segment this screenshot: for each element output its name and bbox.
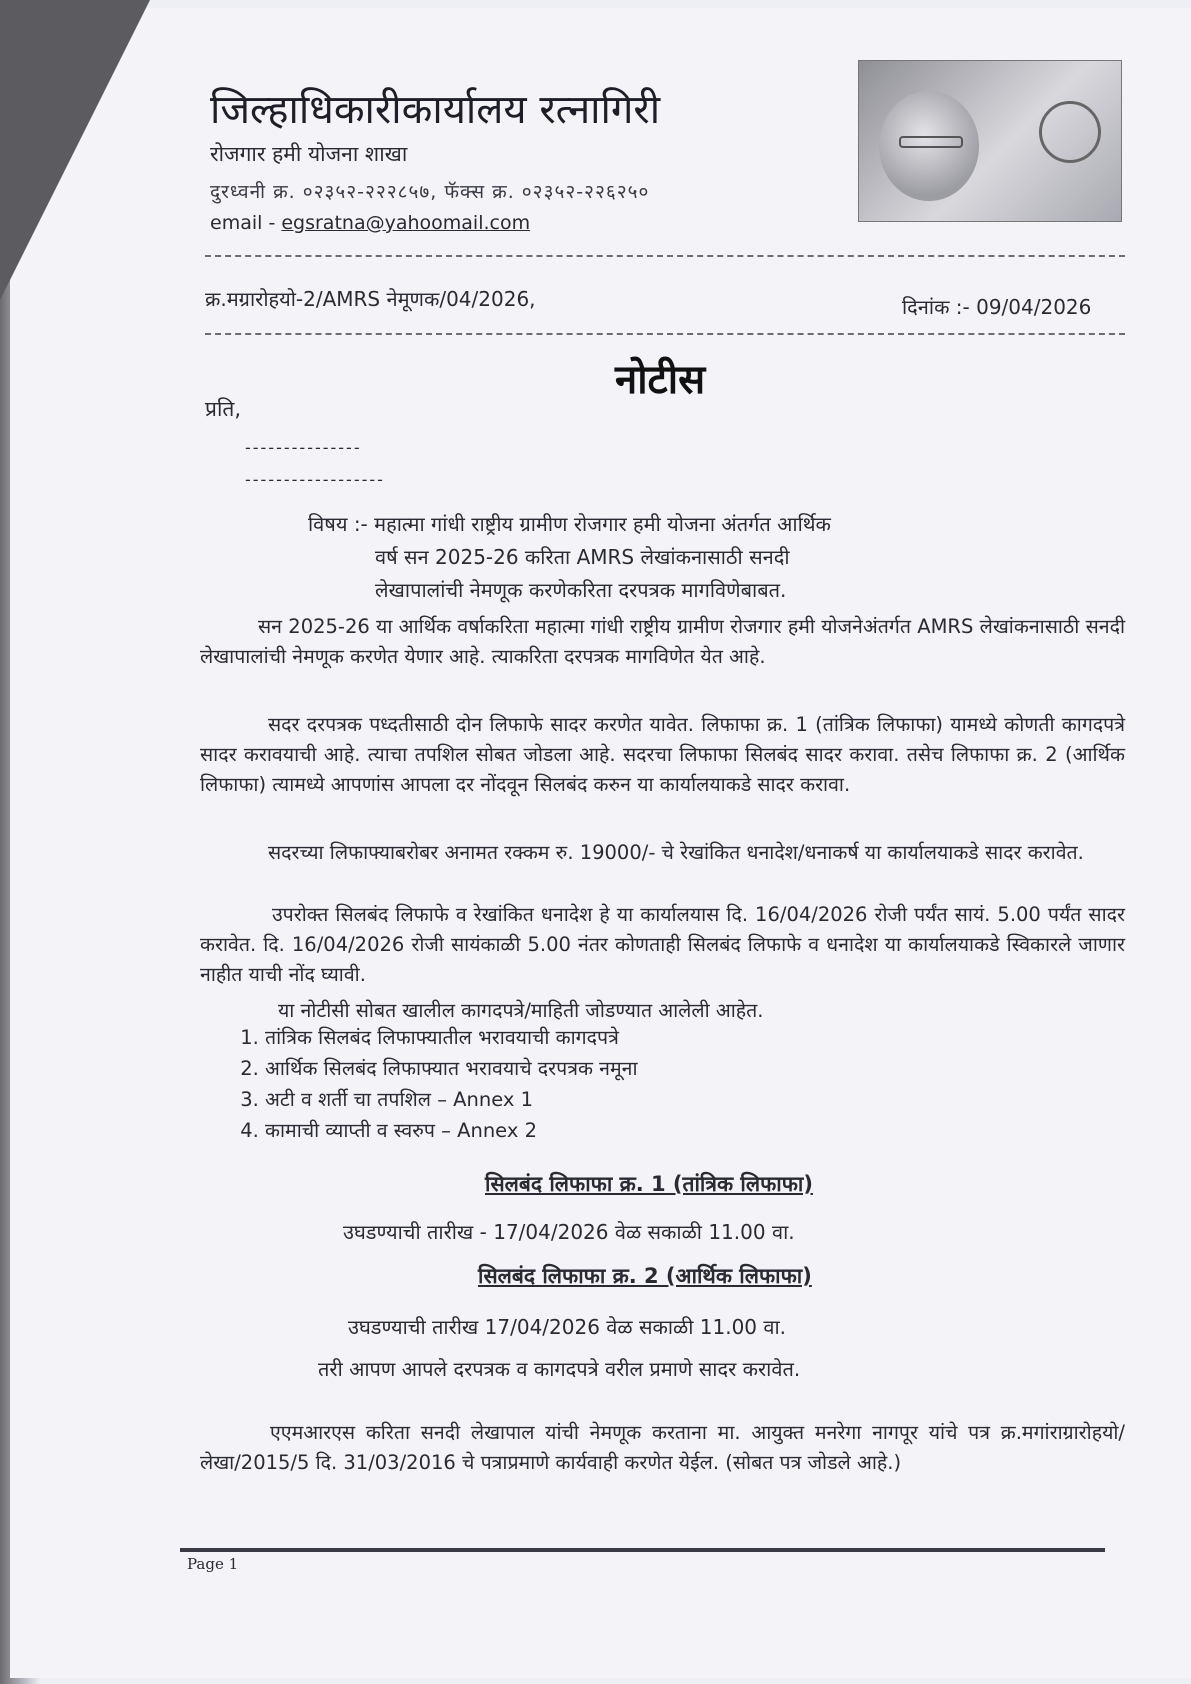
to-line-2: ------------------ (245, 470, 385, 489)
list-item: 1. तांत्रिक सिलबंद लिफाफ्यातील भरावयाची कागदपत्रे (265, 1022, 638, 1053)
list-item: 3. अटी व शर्ती चा तपशिल – Annex 1 (265, 1084, 638, 1115)
notice-title: नोटीस (615, 357, 706, 403)
reference-number: क्र.मग्रारोहयो-2/AMRS नेमूणक/04/2026, (205, 287, 536, 311)
email-link[interactable]: egsratna@yahoomail.com (281, 212, 531, 234)
closing-line: तरी आपण आपले दरपत्रक व कागदपत्रे वरील प्रमाणे सादर करावेत. (318, 1357, 801, 1381)
body-paragraph-2: सदर दरपत्रक पध्दतीसाठी दोन लिफाफे सादर करणेत यावेत. लिफाफा क्र. 1 (तांत्रिक लिफाफा) यामध्ये कोणती कागदपत्रे सादर करावयाची आहे. त्याचा तपशिल सोबत जोडला आहे. सदरचा लिफाफा सिलबंद सादर करावा. तसेच लिफाफा क्र. 2 (आर्थिक लिफाफा) त्यामध्ये आपणांस आपला दर नोंदवून सिलबंद करुन या कार्यालयाकडे सादर करावा. (200, 713, 1125, 796)
body-paragraph-1: सन 2025-26 या आर्थिक वर्षाकरिता महात्मा गांधी राष्ट्रीय ग्रामीण रोजगार हमी योजनेअंतर्गत AMRS लेखांकनासाठी सनदी लेखापालांची नेमणूक करणेत येणार आहे. त्याकरिता दरपत्रक मागविणेत येत आहे. (200, 615, 1125, 668)
branch-name: रोजगार हमी योजना शाखा (210, 142, 408, 166)
envelope-1-opening: उघडण्याची तारीख - 17/04/2026 वेळ सकाळी 11.00 वा. (343, 1220, 795, 1244)
folded-corner (0, 0, 150, 300)
subject-line-2: वर्ष सन 2025-26 करिता AMRS लेखांकनासाठी सनदी (375, 545, 790, 569)
footer-rule (180, 1548, 1105, 1552)
office-title: जिल्हाधिकारीकार्यालय रत्नागिरी (210, 87, 661, 133)
email-line (210, 212, 530, 234)
body-paragraph-4: उपरोक्त सिलबंद लिफाफे व रेखांकित धनादेश हे या कार्यालयास दि. 16/04/2026 रोजी पर्यंत सायं. 5.00 पर्यंत सादर करावेत. दि. 16/04/2026 रोजी सायंकाळी 5.00 नंतर कोणताही सिलबंद लिफाफे व धनादेश या कार्यालयाकडे स्विकारले जाणार नाहीत याची नोंद घ्यावी. (200, 903, 1125, 986)
to-label: प्रति, (205, 397, 242, 421)
divider-top (205, 255, 1125, 257)
email-label: email - (210, 212, 282, 234)
page-number: Page 1 (187, 1555, 239, 1573)
attachments-intro: या नोटीसी सोबत खालील कागदपत्रे/माहिती जोडण्यात आलेली आहेत. (278, 999, 764, 1022)
subject-line-1: विषय :- महात्मा गांधी राष्ट्रीय ग्रामीण रोजगार हमी योजना अंतर्गत आर्थिक (308, 512, 831, 536)
header-photo (858, 60, 1122, 222)
envelope-1-heading: सिलबंद लिफाफा क्र. 1 (तांत्रिक लिफाफा) (485, 1172, 813, 1196)
body-paragraph-3: सदरच्या लिफाफ्याबरोबर अनामत रक्कम रु. 19000/- चे रेखांकित धनादेश/धनाकर्ष या कार्यालयाकडे सादर करावेत. (268, 841, 1084, 864)
list-item: 2. आर्थिक सिलबंद लिफाफ्यात भरावयाचे दरपत्रक नमूना (265, 1053, 638, 1084)
list-item: 4. कामाची व्याप्ती व स्वरुप – Annex 2 (265, 1115, 638, 1146)
divider-bottom (205, 333, 1125, 335)
phone-fax: दुरध्वनी क्र. ०२३५२-२२२८५७, फॅक्स क्र. ०२३५२-२२६२५० (210, 181, 650, 203)
attachments-list (230, 1022, 638, 1146)
letter-date: दिनांक :- 09/04/2026 (902, 295, 1092, 319)
final-paragraph: एएमआरएस करिता सनदी लेखापाल यांची नेमणूक करताना मा. आयुक्त मनरेगा नागपूर यांचे पत्र क्र.मगांराग्रारोहयो/लेखा/2015/5 दि. 31/03/2016 चे पत्राप्रमाणे कार्यवाही करणेत येईल. (सोबत पत्र जोडले आहे.) (200, 1421, 1125, 1474)
subject-line-3: लेखापालांची नेमणूक करणेकरिता दरपत्रक मागविणेबाबत. (375, 578, 787, 602)
to-line-1: --------------- (245, 438, 362, 457)
envelope-2-opening: उघडण्याची तारीख 17/04/2026 वेळ सकाळी 11.00 वा. (348, 1315, 787, 1339)
emblem-icon (1039, 101, 1101, 163)
envelope-2-heading: सिलबंद लिफाफा क्र. 2 (आर्थिक लिफाफा) (478, 1264, 812, 1288)
spectacles-icon (899, 136, 963, 148)
